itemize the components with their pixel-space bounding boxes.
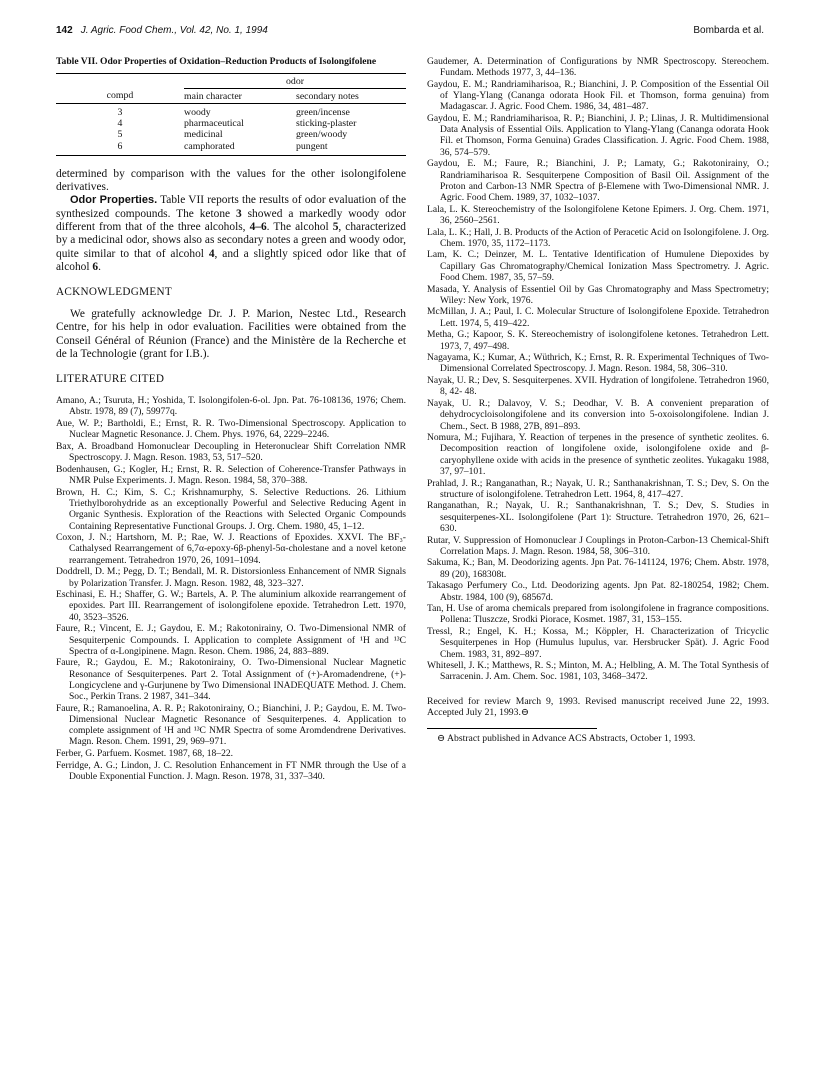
reference: Takasago Perfumery Co., Ltd. Deodorizing agents. Jpn Pat. 82-180254, 1982; Chem. Abstr. 1984, 100 (9), 68567d. bbox=[427, 580, 769, 603]
table-label: Table VII. bbox=[56, 56, 98, 67]
reference: Sakuma, K.; Ban, M. Deodorizing agents. Jpn Pat. 76-141124, 1976; Chem. Abstr. 1978, 89 (20), 168308t. bbox=[427, 557, 769, 580]
reference: Gaudemer, A. Determination of Configurations by NMR Spectroscopy. Stereochem. Fundam. Methods 1977, 3, 44–136. bbox=[427, 56, 769, 79]
reference: Nagayama, K.; Kumar, A.; Wüthrich, K.; Ernst, R. R. Experimental Techniques of Two-Dimensional Correlated Spectroscopy. J. Magn. Reson. 1984, 58, 306–310. bbox=[427, 352, 769, 375]
reference: Nayak, U. R.; Dalavoy, V. S.; Deodhar, V. B. A convenient preparation of dehydrocycloisolongifolene and its conversion into 5-oxoisolongifolene. Indian J. Chem., Sect. B 1988, 27B, 891–893. bbox=[427, 398, 769, 432]
reference: Gaydou, E. M.; Randriamiharisoa, R. P.; Bianchini, J. P.; Llinas, J. R. Multidimensional Data Analysis of Essential Oils. Application to Ylang-Ylang (Cananga odorata Hook Fil. et Thomson, Forma Genuina) Grades Classification. J. Agric. Food Chem. 1988, 36, 574–579. bbox=[427, 113, 769, 158]
reference-list-right bbox=[427, 56, 769, 683]
reference: McMillan, J. A.; Paul, I. C. Molecular Structure of Isolongifolene Epoxide. Tetrahedron Lett. 1974, 5, 419–422. bbox=[427, 306, 769, 329]
running-head-left bbox=[56, 25, 268, 36]
reference: Eschinasi, E. H.; Shaffer, G. W.; Bartels, A. P. The aluminium alkoxide rearrangement of epoxides. Part III. Rearrangement of isolongifolene epoxide. Tetrahedron Lett. 1970, 40, 3523–3526. bbox=[56, 589, 406, 623]
reference: Gaydou, E. M.; Faure, R.; Bianchini, J. P.; Lamaty, G.; Rakotonirainy, O.; Randriamiharisoa R. Sesquiterpene Composition of Basil Oil. Assignment of the Proton and Carbon-13 NMR Spectra of β-Elemene with Two-Dimensional NMR. J. Agric. Food Chem. 1989, 37, 1032–1037. bbox=[427, 158, 769, 203]
table-cell: green/woody bbox=[296, 129, 348, 141]
footnote-rule bbox=[427, 728, 597, 729]
reference: Faure, R.; Vincent, E. J.; Gaydou, E. M.; Rakotonirainy, O. Two-Dimensional NMR of Sesquiterpenic Compounds. I. Application to complete Assignment of ¹H and ¹³C Spectra of α-Longipinene. Magn. Reson. Chem. 1986, 24, 883–889. bbox=[56, 623, 406, 657]
page-number: 142 bbox=[56, 25, 73, 36]
table-caption bbox=[56, 56, 406, 68]
table-group-header: odor bbox=[184, 73, 406, 88]
reference: Metha, G.; Kapoor, S. K. Stereochemistry of isolongifolene ketones. Tetrahedron Lett. 1973, 7, 497–498. bbox=[427, 329, 769, 352]
reference: Amano, A.; Tsuruta, H.; Yoshida, T. Isolongifolen-6-ol. Jpn. Pat. 76-108136, 1976; Chem. Abstr. 1978, 89 (7), 59977q. bbox=[56, 395, 406, 418]
reference: Rutar, V. Suppression of Homonuclear J Couplings in Proton-Carbon-13 Chemical-Shift Correlation Maps. J. Magn. Reson. 1984, 58, 306–310. bbox=[427, 534, 769, 557]
left-column bbox=[56, 56, 406, 783]
reference: Ferber, G. Parfuem. Kosmet. 1987, 68, 18–22. bbox=[56, 748, 234, 760]
table-row bbox=[56, 103, 406, 118]
reference: Whitesell, J. K.; Matthews, R. S.; Minton, M. A.; Helbling, A. M. The Total Synthesis of Sarracenin. J. Am. Chem. Soc. 1981, 103, 3468–3472. bbox=[427, 660, 769, 683]
table-row bbox=[56, 129, 406, 140]
table-cell: pungent bbox=[296, 141, 406, 156]
table-column-header: secondary notes bbox=[296, 88, 406, 103]
reference: Ranganathan, R.; Nayak, U. R.; Santhanakrishnan, T. S.; Dev, S. Studies in sesquiterpenes-XL. Isolongifolene (Part 1): Structure. Tetrahedron 1970, 26, 621–630. bbox=[427, 500, 769, 534]
odor-table bbox=[56, 73, 406, 156]
reference-list-left bbox=[56, 395, 406, 782]
reference: Tan, H. Use of aroma chemicals prepared from isolongifolene in fragrance compositions. Pollena: Tluszcze, Srodki Piorace, Kosmet. 1987, 31, 153–155. bbox=[427, 603, 769, 626]
table-cell: woody bbox=[184, 106, 211, 118]
received-dates: Received for review March 9, 1993. Revised manuscript received June 22, 1993. Accepted July 21, 1993.⊖ bbox=[427, 695, 769, 718]
table-cell: 6 bbox=[56, 141, 184, 156]
reference: Tressl, R.; Engel, K. H.; Kossa, M.; Köppler, H. Characterization of Tricyclic Sesquiterpenes in Hop (Humulus lupulus, var. Hersbrucker Spät). J. Agric Food Chem. 1983, 31, 892–897. bbox=[427, 626, 769, 660]
table-cell: 3 bbox=[117, 106, 123, 118]
running-head-authors: Bombarda et al. bbox=[693, 25, 764, 36]
reference: Lala, L. K.; Hall, J. B. Products of the Action of Peracetic Acid on Isolongifolene. J. Org. Chem. 1970, 35, 1172–1173. bbox=[427, 226, 769, 249]
table-cell: pharmaceutical bbox=[184, 118, 244, 130]
acknowledgment-paragraph: We gratefully acknowledge Dr. J. P. Marion, Nestec Ltd., Research Centre, for his help in odor evaluation. Facilities were obtained from the Conseil Général of Réunion (France) and the Ministère de la Recherche et de la Technologie (grant for I.B.). bbox=[56, 308, 406, 360]
reference: Nomura, M.; Fujihara, Y. Reaction of terpenes in the presence of synthetic zeolites. 6. Decomposition reaction of longifolene oxide, isolongifolene oxide and β-caryophyllene oxide with acids in the presence of synthetic zeolites. Yukagaku 1988, 37, 97–101. bbox=[427, 432, 769, 477]
journal-citation: J. Agric. Food Chem., Vol. 42, No. 1, 1994 bbox=[80, 25, 268, 36]
odor-properties-paragraph: Odor Properties. Table VII reports the results of odor evaluation of the synthesized compounds. The ketone 3 showed a markedly woody odor different from that of the three alcohols, 4–6. The alcohol 5, characterized by a medicinal odor, shows also as secondary notes a green and woody odor, quite similar to that of alcohol 4, and a slightly spiced odor like that of alcohol 6. bbox=[56, 194, 407, 273]
literature-heading: LITERATURE CITED bbox=[56, 373, 165, 386]
table-row bbox=[56, 118, 406, 129]
reference: Bodenhausen, G.; Kogler, H.; Ernst, R. R. Selection of Coherence-Transfer Pathways in NMR Pulse Experiments. J. Magn. Reson. 1984, 58, 370–388. bbox=[56, 464, 406, 487]
table-title: Odor Properties of Oxidation–Reduction Products of Isolongifolene bbox=[100, 56, 377, 67]
reference: Doddrell, D. M.; Pegg, D. T.; Bendall, M. R. Distorsionless Enhancement of NMR Signals by Polarization Transfer. J. Magn. Reson. 1982, 48, 323–327. bbox=[56, 566, 406, 589]
odor-properties-heading: Odor Properties. bbox=[70, 194, 158, 207]
reference: Faure, R.; Gaydou, E. M.; Rakotonirainy, O. Two-Dimensional Nuclear Magnetic Resonance of Sesquiterpenes. Part 2. Total Assignment of (+)-Aromadendrene, (+)-Longicyclene and γ-Gurjunene by Two Dimensional INADEQUATE Method. J. Chem. Soc., Perkin Trans. 2 1987, 341–344. bbox=[56, 657, 406, 703]
reference: Coxon, J. N.; Hartshorn, M. P.; Rae, W. J. Reactions of Epoxides. XXVI. The BF₃-Cathalysed Rearrangement of 6,7α-epoxy-6β-phenyl-5α-cholestane and a novel ketone rearrangement. Tetrahedron 1970, 26, 1091–1094. bbox=[56, 532, 406, 566]
reference: Lam, K. C.; Deinzer, M. L. Tentative Identification of Humulene Diepoxides by Capillary Gas Chromatography/Chemical Ionization Mass Spectrometry. J. Agric. Food Chem. 1987, 35, 57–59. bbox=[427, 249, 769, 283]
reference: Lala, L. K. Stereochemistry of the Isolongifolene Ketone Epimers. J. Org. Chem. 1971, 36, 2560–2561. bbox=[427, 203, 769, 226]
table-cell: sticking-plaster bbox=[296, 118, 357, 130]
reference: Faure, R.; Ramanoelina, A. R. P.; Rakotonirainy, O.; Bianchini, J. P.; Gaydou, E. M. Two-Dimensional Nuclear Magnetic Resonance of Sesquiterpenes. 4. Application to complete assignment of ¹H and ¹³C NMR Spectra of some Aromdendrene Derivatives. Magn. Reson. Chem. 1991, 29, 969–971. bbox=[56, 702, 406, 748]
reference: Ferridge, A. G.; Lindon, J. C. Resolution Enhancement in FT NMR through the Use of a Double Exponential Function. J. Magn. Reson. 1978, 31, 337–340. bbox=[56, 759, 406, 782]
reference: Aue, W. P.; Bartholdi, E.; Ernst, R. R. Two-Dimensional Spectroscopy. Application to Nuclear Magnetic Resonance. J. Chem. Phys. 1976, 64, 2229–2246. bbox=[56, 418, 406, 441]
table-cell: 5 bbox=[117, 129, 123, 141]
table-column-header: compd bbox=[56, 88, 184, 103]
reference: Prahlad, J. R.; Ranganathan, R.; Nayak, U. R.; Santhanakrishnan, T. S.; Dev, S. On the structure of isolongifolene. Tetrahedron Lett. 1964, 8, 417–427. bbox=[427, 477, 769, 500]
table-column-header: main character bbox=[184, 88, 296, 103]
table-row bbox=[56, 141, 406, 156]
table-cell: medicinal bbox=[184, 129, 223, 141]
reference: Bax, A. Broadband Homonuclear Decoupling in Heteronuclear Shift Correlation NMR Spectroscopy. J. Magn. Reson. 1983, 53, 517–520. bbox=[56, 441, 406, 464]
table-cell: 4 bbox=[117, 118, 123, 130]
acknowledgment-heading: ACKNOWLEDGMENT bbox=[56, 286, 173, 299]
continuation-paragraph: determined by comparison with the values for the other isolongifolene derivatives. bbox=[56, 167, 406, 194]
reference: Nayak, U. R.; Dev, S. Sesquiterpenes. XVII. Hydration of longifolene. Tetrahedron 1960, 8, 42- 48. bbox=[427, 375, 769, 398]
reference: Gaydou, E. M.; Randriamiharisoa, R.; Bianchini, J. P. Composition of the Essential Oil of Ylang-Ylang (Cananga odorata Hook Fil. et Thomson, forma genuina) from Madagascar. J. Agric. Food Chem. 1986, 34, 481–487. bbox=[427, 78, 769, 113]
table-cell: camphorated bbox=[184, 141, 296, 156]
reference: Masada, Y. Analysis of Essentiel Oil by Gas Chromatography and Mass Spectrometry; Wiley: New York, 1976. bbox=[427, 283, 769, 306]
right-column bbox=[427, 56, 769, 744]
reference: Brown, H. C.; Kim, S. C.; Krishnamurphy, S. Selective Reductions. 26. Lithium Triethylborohydride as an exceptionally Powerful and Selective Reducing Agent in Organic Synthesis. Exploration of the Reactions with Selected Organic Compounds Containing Representative Functional Groups. J. Org. Chem. 1980, 45, 1–12. bbox=[56, 486, 406, 532]
footnote: ⊖ Abstract published in Advance ACS Abstracts, October 1, 1993. bbox=[437, 733, 696, 745]
running-head bbox=[56, 25, 764, 39]
table-cell: green/incense bbox=[296, 106, 350, 118]
